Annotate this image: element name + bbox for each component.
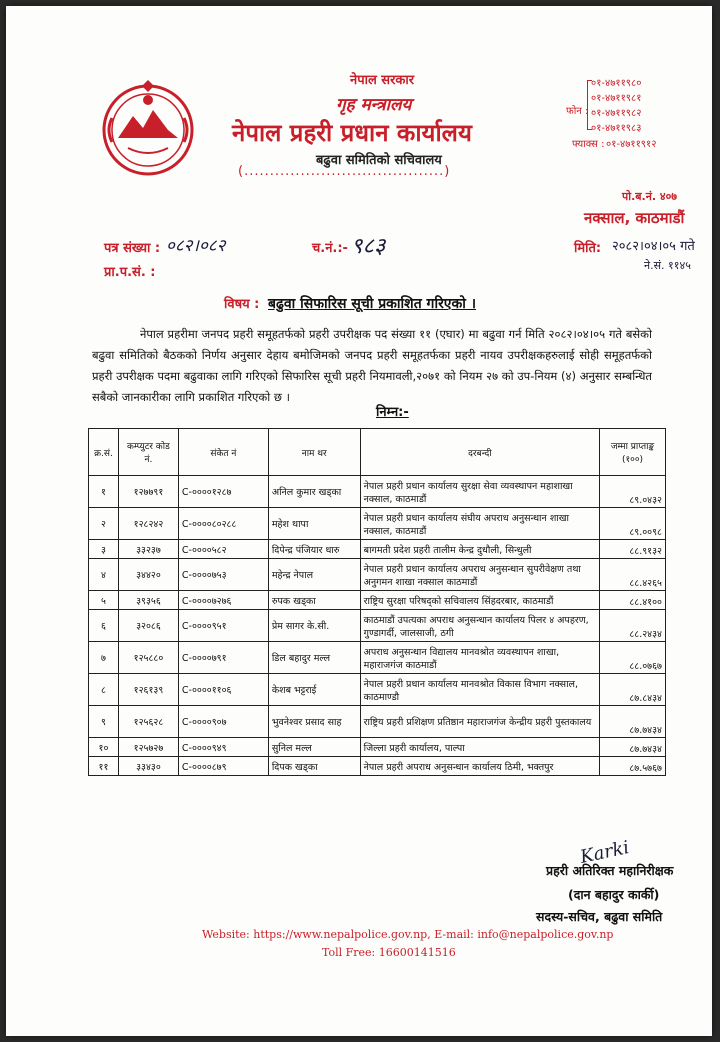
col-header-score: जम्मा प्राप्ताङ्क (१००) — [600, 429, 666, 476]
cell-posting: नेपाल प्रहरी प्रधान कार्यालय संघीय अपराध अनुसन्धान शाखा नक्साल, काठमाडौं — [360, 508, 599, 540]
nepal-police-emblem-icon — [98, 78, 198, 178]
table-row — [89, 642, 666, 674]
cell-symbol: C-००००८०२८८ — [178, 508, 268, 540]
col-header-posting: दरबन्दी — [360, 429, 599, 476]
cell-serial: १० — [89, 738, 119, 757]
table-row — [89, 559, 666, 591]
list-heading: निम्न:- — [376, 405, 409, 420]
footer-tollfree: Toll Free: 16600141516 — [322, 946, 456, 959]
cell-posting: नेपाल प्रहरी प्रधान कार्यालय मानवश्रोत विकास विभाग नक्साल, काठमाण्डौ — [360, 674, 599, 706]
col-header-name: नाम थर — [268, 429, 360, 476]
cell-serial: ३ — [89, 540, 119, 559]
govt-label: नेपाल सरकार — [350, 73, 415, 88]
date-value: २०८२।०४।०५ गते — [612, 239, 695, 254]
cell-symbol: C-००००८७९ — [178, 757, 268, 776]
cell-score: ८८.०७६७ — [600, 642, 666, 674]
cell-symbol: C-००००७९१ — [178, 642, 268, 674]
phone-number: ०१-४७११९८१ — [591, 93, 642, 104]
ministry-label: गृह मन्त्रालय — [336, 95, 412, 115]
phone-number: ०१-४७११९८३ — [591, 123, 642, 134]
cell-name: दिपेन्द्र पंजियार धारु — [268, 540, 360, 559]
cell-serial: ८ — [89, 674, 119, 706]
nepal-sambat-date: ने.सं. ११४५ — [644, 259, 691, 272]
date-label: मिति: — [574, 241, 602, 256]
cell-code: १२८२४२ — [118, 508, 178, 540]
cell-code: ३२०८६ — [118, 610, 178, 642]
cell-name: महेश थापा — [268, 508, 360, 540]
cell-posting: नेपाल प्रहरी अपराध अनुसन्धान कार्यालय ठिमी, भक्तपुर — [360, 757, 599, 776]
cell-name: केशब भट्टराई — [268, 674, 360, 706]
cell-posting: काठमाडौं उपत्यका अपराध अनुसन्धान कार्यालय पिलर ४ अपहरण, गुण्डागर्दी, जालसाजी, ठगी — [360, 610, 599, 642]
cell-serial: ७ — [89, 642, 119, 674]
signatory-name: (दान बहादुर कार्की) — [568, 887, 660, 902]
cell-name: भुवनेश्वर प्रसाद साह — [268, 706, 360, 738]
cell-score: ८८.२४३४ — [600, 610, 666, 642]
cell-score: ८८.९१३२ — [600, 540, 666, 559]
secretariat-label: बढुवा समितिको सचिवालय — [316, 153, 442, 168]
table-row — [89, 706, 666, 738]
table-header-row — [89, 429, 666, 476]
cell-symbol: C-००००९४९ — [178, 738, 268, 757]
cn-value: ९८३ — [351, 234, 386, 259]
ref-label: पत्र संख्या : — [104, 241, 161, 256]
cell-code: ३९३५६ — [118, 591, 178, 610]
ref-value: ०८२।०८२ — [166, 236, 226, 256]
table-row — [89, 610, 666, 642]
signature-scrawl: Karki — [578, 837, 632, 868]
cell-code: १२५६२८ — [118, 706, 178, 738]
table-row — [89, 738, 666, 757]
cell-code: १२५७२७ — [118, 738, 178, 757]
cn-label: च.नं.:- — [312, 241, 348, 256]
cell-symbol: C-००००९५१ — [178, 610, 268, 642]
fax-number: ०१-४७११९१२ — [606, 139, 657, 150]
cell-code: ३३४३० — [118, 757, 178, 776]
cell-score: ८७.५७६७ — [600, 757, 666, 776]
secretariat-dots: (.......................................) — [238, 164, 451, 179]
cell-name: रुपक खड्का — [268, 591, 360, 610]
subject-text: बढुवा सिफारिस सूची प्रकाशित गरिएको । — [268, 296, 477, 312]
col-header-serial: क्र.सं. — [89, 429, 119, 476]
cell-code: १२६१३९ — [118, 674, 178, 706]
signatory-role: सदस्य-सचिव, बढुवा समिति — [536, 909, 663, 924]
cell-code: ३४४२० — [118, 559, 178, 591]
col-header-symbol: संकेत नं — [178, 429, 268, 476]
col-header-code: कम्प्युटर कोड नं. — [118, 429, 178, 476]
table-body — [89, 476, 666, 776]
cell-serial: ११ — [89, 757, 119, 776]
cell-posting: बागमती प्रदेश प्रहरी तालीम केन्द्र दुधौली, सिन्धुली — [360, 540, 599, 559]
office-title: नेपाल प्रहरी प्रधान कार्यालय — [232, 119, 472, 147]
cell-code: १२७७९१ — [118, 476, 178, 508]
cell-posting: अपराध अनुसन्धान विद्यालय मानवश्रोत व्यवस्थापन शाखा, महाराजगंज काठमाडौं — [360, 642, 599, 674]
recommendation-table — [88, 428, 666, 776]
cell-name: प्रेम सागर के.सी. — [268, 610, 360, 642]
cell-score: ८७.७४३४ — [600, 738, 666, 757]
phone-number: ०१-४७११९८२ — [591, 108, 642, 119]
letter-page — [6, 6, 712, 1036]
cell-score: ८९.०४३२ — [600, 476, 666, 508]
phone-bracket — [587, 80, 592, 130]
cell-name: दिपक खड्का — [268, 757, 360, 776]
letter-body — [92, 324, 652, 408]
cell-posting: नेपाल प्रहरी प्रधान कार्यालय अपराध अनुसन्धान सुपरीवेक्षण तथा अनुगमन शाखा नक्साल काठमाडौं — [360, 559, 599, 591]
phone-list — [591, 76, 641, 136]
subject-label: विषय : — [224, 297, 260, 312]
table-row — [89, 591, 666, 610]
cell-symbol: C-००००११०६ — [178, 674, 268, 706]
prap-label: प्रा.प.सं. : — [104, 265, 156, 280]
cell-score: ८८.४२६५ — [600, 559, 666, 591]
cell-name: अनिल कुमार खड्का — [268, 476, 360, 508]
cell-posting: नेपाल प्रहरी प्रधान कार्यालय सुरक्षा सेवा व्यवस्थापन महाशाखा नक्साल, काठमाडौं — [360, 476, 599, 508]
cell-posting: जिल्ला प्रहरी कार्यालय, पाल्पा — [360, 738, 599, 757]
po-box: पो.ब.नं. ४०७ — [622, 190, 678, 203]
table-row — [89, 674, 666, 706]
cell-symbol: C-००००५८२ — [178, 540, 268, 559]
phone-number: ०१-४७११९८० — [591, 78, 642, 89]
cell-code: १२५८८० — [118, 642, 178, 674]
table-row — [89, 757, 666, 776]
phone-label: फोन : - — [566, 106, 596, 117]
cell-serial: २ — [89, 508, 119, 540]
cell-serial: ५ — [89, 591, 119, 610]
cell-score: ८७.८४३४ — [600, 674, 666, 706]
cell-symbol: C-००००९०७ — [178, 706, 268, 738]
cell-serial: १ — [89, 476, 119, 508]
cell-code: ३३२३७ — [118, 540, 178, 559]
cell-serial: ४ — [89, 559, 119, 591]
body-paragraph: नेपाल प्रहरीमा जनपद प्रहरी समूहतर्फको प्रहरी उपरीक्षक पद संख्या ११ (एघार) मा बढुवा गर्न मिति २०८२।०४।०५ गते बसेको बढुवा समितिको बैठकको निर्णय अनुसार देहाय बमोजिमको जनपद प्रहरी समूहतर्फका प्रहरी नायव उपरीक्षकहरुलाई सोही समूहतर्फको प्रहरी उपरीक्षक पदमा बढुवाका लागि गरिएको सिफारिस सूची प्रहरी नियमावली,२०७१ को नियम २७ को उप-नियम (४) अनुसार सम्बन्धित सबैको जानकारीका लागि प्रकाशित गरिएको छ । — [92, 327, 652, 404]
cell-score: ८८.४१०० — [600, 591, 666, 610]
cell-symbol: C-००००१२८७ — [178, 476, 268, 508]
table-row — [89, 508, 666, 540]
cell-posting: राष्ट्रिय प्रहरी प्रशिक्षण प्रतिष्ठान महाराजगंज केन्द्रीय प्रहरी पुस्तकालय — [360, 706, 599, 738]
table-row — [89, 476, 666, 508]
cell-serial: ९ — [89, 706, 119, 738]
cell-symbol: C-००००७२७६ — [178, 591, 268, 610]
cell-serial: ६ — [89, 610, 119, 642]
footer-contact: Website: https://www.nepalpolice.gov.np, E-mail: info@nepalpolice.gov.np — [202, 928, 614, 941]
cell-score: ८९.००९८ — [600, 508, 666, 540]
cell-posting: राष्ट्रिय सुरक्षा परिषद्को सचिवालय सिंहदरबार, काठमाडौं — [360, 591, 599, 610]
cell-name: सुनिल मल्ल — [268, 738, 360, 757]
cell-name: डिल बहादुर मल्ल — [268, 642, 360, 674]
table-row — [89, 540, 666, 559]
cell-name: महेन्द्र नेपाल — [268, 559, 360, 591]
office-address: नक्साल, काठमाडौं — [584, 209, 685, 227]
signatory-designation: प्रहरी अतिरिक्त महानिरीक्षक — [546, 863, 674, 878]
cell-score: ८७.७४३४ — [600, 706, 666, 738]
fax-label: फ्याक्स : — [572, 139, 605, 150]
cell-symbol: C-००००७५३ — [178, 559, 268, 591]
